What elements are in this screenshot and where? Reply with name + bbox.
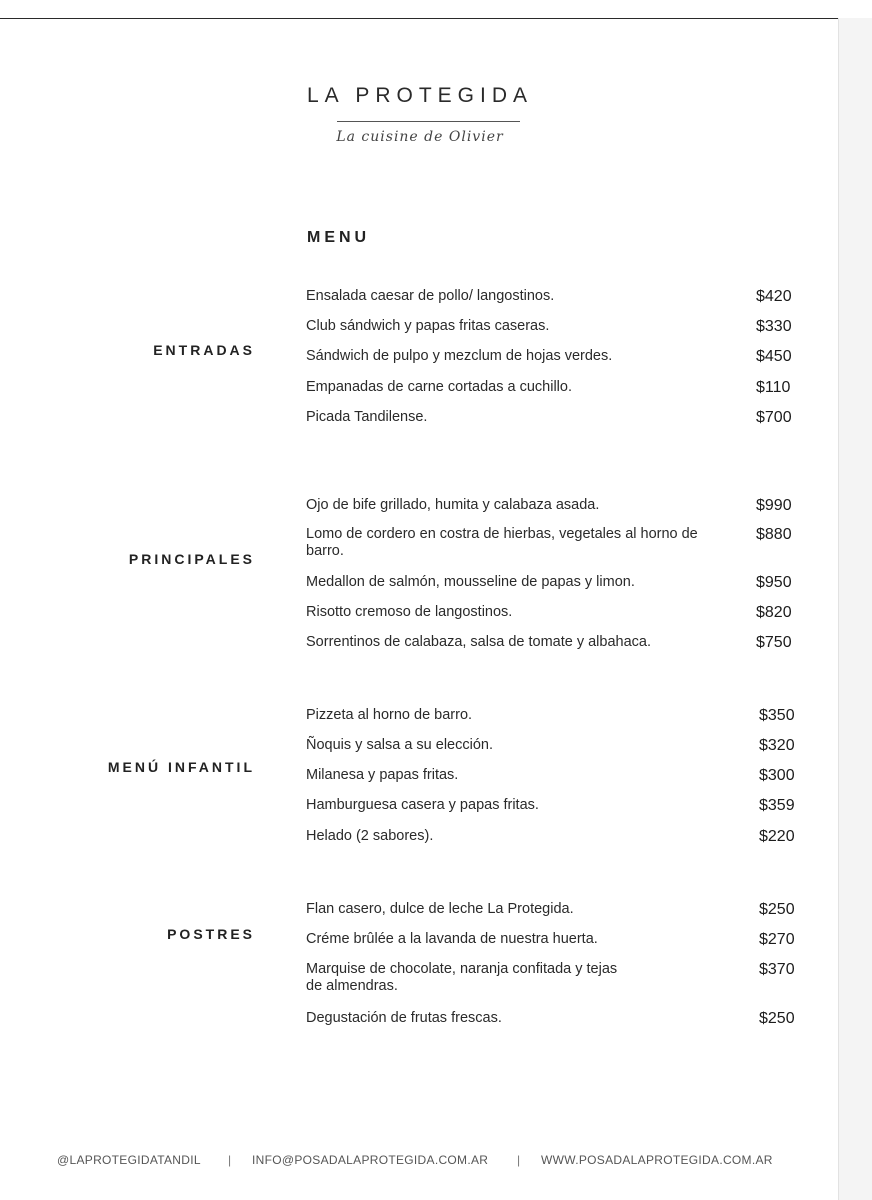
brand-tagline: La cuisine de Olivier (336, 129, 504, 145)
item-price: $370 (759, 961, 795, 978)
instagram-handle[interactable]: @LAPROTEGIDATANDIL (57, 1153, 201, 1167)
item-name: Empanadas de carne cortadas a cuchillo. (306, 379, 572, 395)
item-name: Lomo de cordero en costra de hierbas, vegetales al horno de barro. (306, 526, 698, 559)
item-name: Sorrentinos de calabaza, salsa de tomate y albahaca. (306, 634, 651, 650)
email-link[interactable]: INFO@POSADALAPROTEGIDA.COM.AR (252, 1153, 489, 1167)
item-price: $250 (759, 1010, 795, 1027)
item-name: Helado (2 sabores). (306, 828, 434, 844)
item-name: Medallon de salmón, mousseline de papas y limon. (306, 574, 635, 590)
menu-title: MENU (307, 229, 371, 246)
item-price: $750 (756, 634, 792, 651)
item-price: $220 (759, 828, 795, 845)
item-price: $330 (756, 318, 792, 335)
item-name: Créme brûlée a la lavanda de nuestra huerta. (306, 931, 598, 947)
item-price: $250 (759, 901, 795, 918)
item-price: $300 (759, 767, 795, 784)
item-name: Degustación de frutas frescas. (306, 1010, 502, 1026)
item-price: $950 (756, 574, 792, 591)
item-name: Pizzeta al horno de barro. (306, 707, 473, 723)
item-name: Ñoquis y salsa a su elección. (306, 737, 493, 753)
top-rule (0, 18, 838, 19)
website-link[interactable]: WWW.POSADALAPROTEGIDA.COM.AR (541, 1153, 773, 1167)
brand-name: LA PROTEGIDA (306, 84, 534, 107)
item-name: Milanesa y papas fritas. (306, 767, 459, 783)
footer-separator: | (228, 1153, 232, 1167)
item-name: Picada Tandilense. (306, 409, 428, 425)
footer-separator: | (517, 1153, 521, 1167)
item-price: $320 (759, 737, 795, 754)
item-price: $820 (756, 604, 792, 621)
item-price: $359 (759, 797, 795, 814)
section-label: ENTRADAS (153, 342, 255, 358)
item-price: $450 (756, 348, 792, 365)
page-edge (838, 18, 872, 1200)
section-label: MENÚ INFANTIL (107, 759, 255, 775)
item-name: Club sándwich y papas fritas caseras. (306, 318, 550, 334)
item-name: Marquise de chocolate, naranja confitada y tejas de almendras. (306, 961, 618, 994)
item-price: $350 (759, 707, 795, 724)
item-price: $420 (756, 288, 792, 305)
section-label: PRINCIPALES (128, 551, 255, 567)
item-price: $110 (756, 379, 791, 396)
brand-divider (337, 121, 520, 122)
item-price: $880 (756, 526, 792, 543)
item-name: Hamburguesa casera y papas fritas. (306, 797, 539, 813)
item-price: $270 (759, 931, 795, 948)
item-price: $700 (756, 409, 792, 426)
item-name: Ojo de bife grillado, humita y calabaza asada. (306, 497, 600, 513)
item-name: Risotto cremoso de langostinos. (306, 604, 513, 620)
section-label: POSTRES (167, 926, 255, 942)
item-price: $990 (756, 497, 792, 514)
item-name: Sándwich de pulpo y mezclum de hojas verdes. (306, 348, 613, 364)
item-name: Flan casero, dulce de leche La Protegida. (306, 901, 574, 917)
item-name: Ensalada caesar de pollo/ langostinos. (306, 288, 555, 304)
